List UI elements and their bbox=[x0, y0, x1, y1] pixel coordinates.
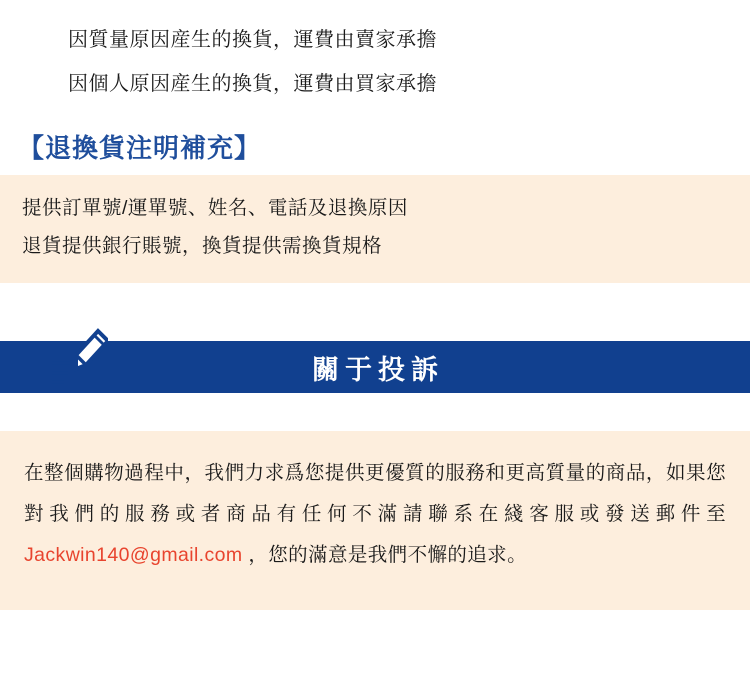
shipping-responsibility-notes bbox=[0, 0, 750, 106]
complaint-banner-bar bbox=[0, 341, 750, 393]
return-policy-note-block bbox=[0, 175, 750, 283]
note-line: 因質量原因産生的換貨，運費由賣家承擔 bbox=[68, 29, 437, 51]
complaint-banner-title: 關于投訴 bbox=[312, 354, 444, 385]
return-policy-heading: 【退換貨注明補充】 bbox=[18, 133, 262, 163]
bottom-spacer bbox=[0, 610, 750, 680]
complaint-banner bbox=[0, 325, 750, 401]
complaint-body-block bbox=[0, 431, 750, 610]
complaint-text-part2: ，您的滿意是我們不懈的追求。 bbox=[242, 544, 527, 566]
support-email[interactable]: Jackwin140@gmail.com bbox=[24, 544, 243, 566]
complaint-text-part1: 在整個購物過程中，我們力求爲您提供更優質的服務和更高質量的商品，如果您對我們的服務或者商品有任何不滿請聯系在綫客服或發送郵件至 bbox=[24, 462, 726, 525]
return-note-line: 提供訂單號/運單號、姓名、電話及退換原因 bbox=[22, 197, 408, 219]
pencil-note-icon bbox=[36, 325, 108, 397]
return-note-line: 退貨提供銀行賬號，換貨提供需換貨規格 bbox=[22, 235, 383, 257]
complaint-paragraph bbox=[24, 453, 726, 576]
note-line: 因個人原因産生的換貨，運費由買家承擔 bbox=[68, 73, 437, 95]
